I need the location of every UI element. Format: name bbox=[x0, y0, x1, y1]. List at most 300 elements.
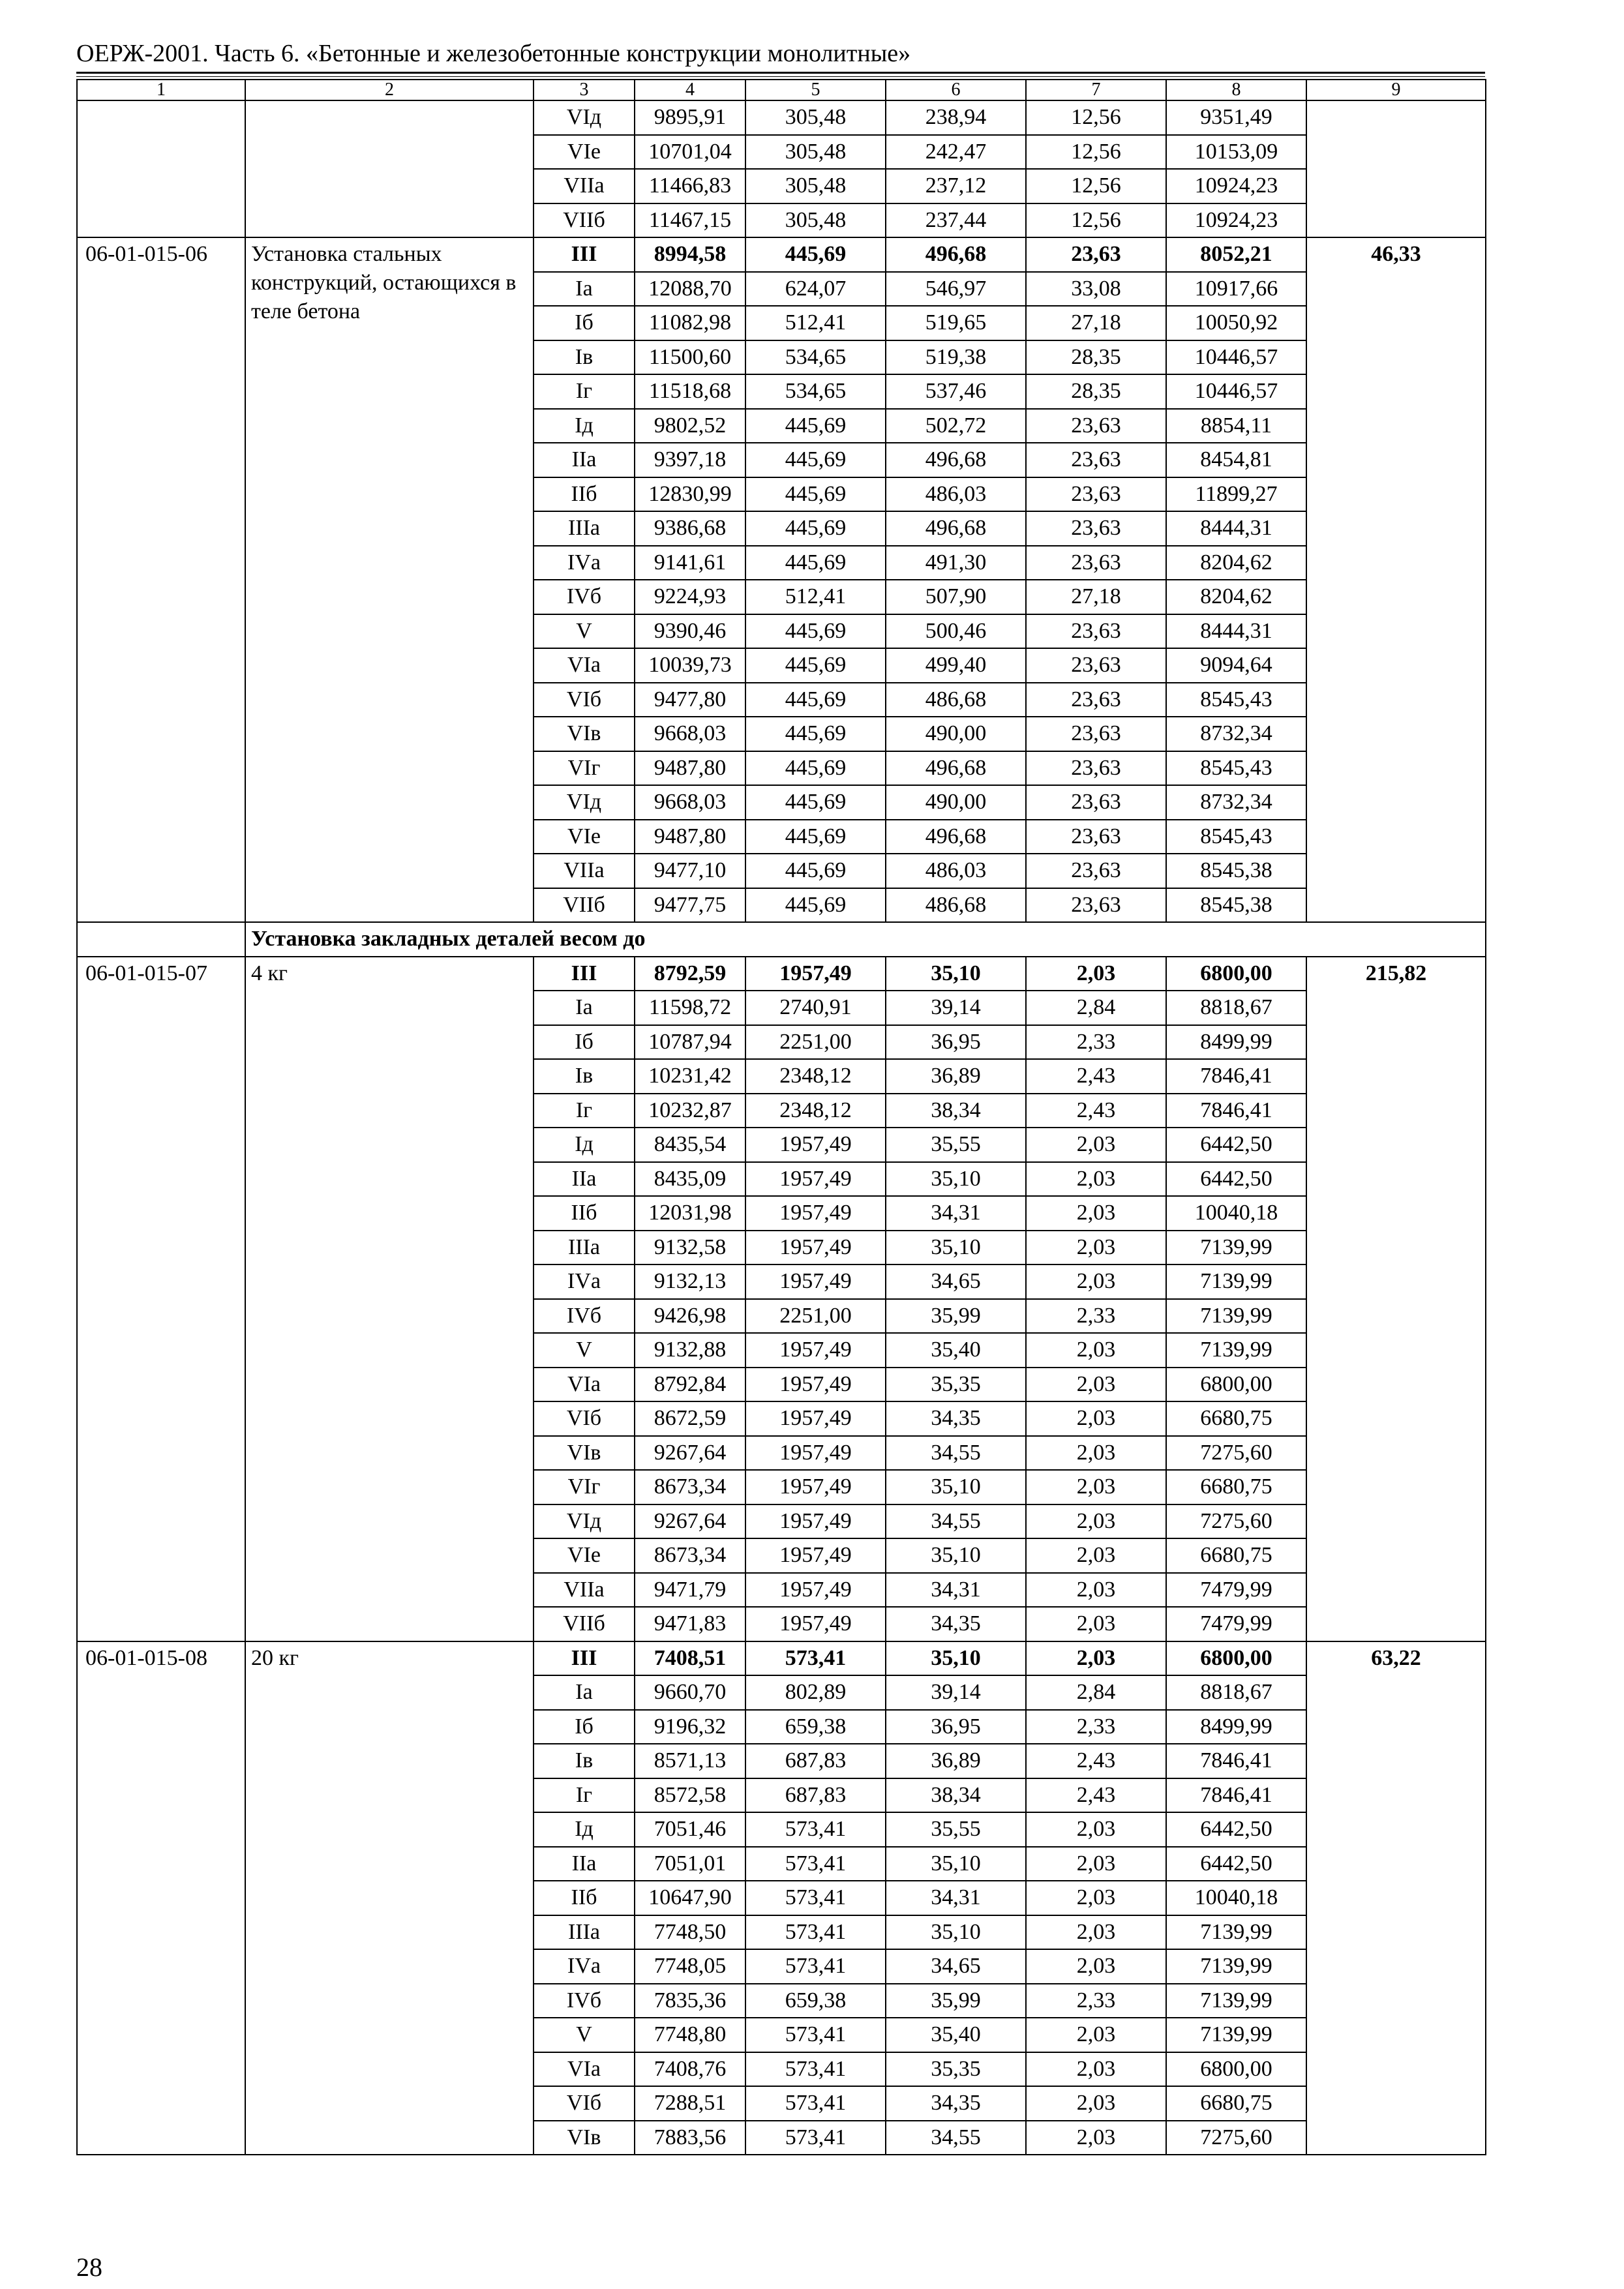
region-zone-cell: Iд bbox=[534, 1812, 635, 1847]
value-cell: 486,03 bbox=[886, 477, 1026, 512]
value-cell: 491,30 bbox=[886, 546, 1026, 580]
region-zone-cell: Iг bbox=[534, 374, 635, 409]
value-cell: 12,56 bbox=[1026, 100, 1166, 135]
value-cell: 2,84 bbox=[1026, 1675, 1166, 1710]
region-zone-cell: Iб bbox=[534, 1025, 635, 1060]
value-cell: 2251,00 bbox=[745, 1025, 886, 1060]
value-cell: 10446,57 bbox=[1166, 340, 1306, 375]
region-zone-cell: IIIа bbox=[534, 511, 635, 546]
value-cell: 7846,41 bbox=[1166, 1744, 1306, 1778]
value-cell: 23,63 bbox=[1026, 683, 1166, 717]
value-cell: 9132,58 bbox=[635, 1231, 745, 1265]
region-zone-cell: VIд bbox=[534, 785, 635, 820]
value-cell: 2,33 bbox=[1026, 1299, 1166, 1334]
value-cell: 7275,60 bbox=[1166, 2121, 1306, 2155]
region-zone-cell: IVб bbox=[534, 1984, 635, 2018]
value-cell: 2,43 bbox=[1026, 1744, 1166, 1778]
value-cell: 305,48 bbox=[745, 203, 886, 238]
value-cell: 7883,56 bbox=[635, 2121, 745, 2155]
value-cell: 1957,49 bbox=[745, 1401, 886, 1436]
value-cell: 11467,15 bbox=[635, 203, 745, 238]
value-cell: 8572,58 bbox=[635, 1778, 745, 1813]
value-cell: 6442,50 bbox=[1166, 1128, 1306, 1162]
value-cell: 10039,73 bbox=[635, 648, 745, 683]
value-cell: 6442,50 bbox=[1166, 1162, 1306, 1197]
item-total: 46,33 bbox=[1306, 237, 1486, 922]
value-cell: 39,14 bbox=[886, 1675, 1026, 1710]
value-cell: 2,03 bbox=[1026, 1470, 1166, 1504]
value-cell: 12,56 bbox=[1026, 135, 1166, 170]
value-cell: 242,47 bbox=[886, 135, 1026, 170]
value-cell: 500,46 bbox=[886, 614, 1026, 649]
value-cell: 1957,49 bbox=[745, 1162, 886, 1197]
value-cell: 1957,49 bbox=[745, 1128, 886, 1162]
value-cell: 7288,51 bbox=[635, 2086, 745, 2121]
region-zone-cell: IIб bbox=[534, 1196, 635, 1231]
value-cell: 8792,59 bbox=[635, 957, 745, 991]
value-cell: 496,68 bbox=[886, 443, 1026, 477]
value-cell: 2,33 bbox=[1026, 1025, 1166, 1060]
item-total bbox=[1306, 100, 1486, 237]
value-cell: 9141,61 bbox=[635, 546, 745, 580]
value-cell: 9397,18 bbox=[635, 443, 745, 477]
region-zone-cell: VIIа bbox=[534, 1573, 635, 1608]
value-cell: 6680,75 bbox=[1166, 2086, 1306, 2121]
value-cell: 1957,49 bbox=[745, 1264, 886, 1299]
value-cell: 8204,62 bbox=[1166, 580, 1306, 614]
value-cell: 507,90 bbox=[886, 580, 1026, 614]
region-zone-cell: IVа bbox=[534, 1264, 635, 1299]
table-row bbox=[77, 237, 1486, 272]
value-cell: 2,03 bbox=[1026, 1504, 1166, 1539]
region-zone-cell: Iг bbox=[534, 1778, 635, 1813]
value-cell: 237,12 bbox=[886, 169, 1026, 203]
value-cell: 1957,49 bbox=[745, 1333, 886, 1368]
value-cell: 9224,93 bbox=[635, 580, 745, 614]
value-cell: 8454,81 bbox=[1166, 443, 1306, 477]
value-cell: 490,00 bbox=[886, 717, 1026, 751]
region-zone-cell: Iа bbox=[534, 991, 635, 1025]
region-zone-cell: VIб bbox=[534, 683, 635, 717]
value-cell: 490,00 bbox=[886, 785, 1026, 820]
value-cell: 486,68 bbox=[886, 683, 1026, 717]
region-zone-cell: VIе bbox=[534, 1538, 635, 1573]
region-zone-cell: IVа bbox=[534, 1949, 635, 1984]
region-zone-cell: VIг bbox=[534, 1470, 635, 1504]
value-cell: 23,63 bbox=[1026, 717, 1166, 751]
value-cell: 2,03 bbox=[1026, 2121, 1166, 2155]
value-cell: 512,41 bbox=[745, 306, 886, 340]
item-total: 215,82 bbox=[1306, 957, 1486, 1641]
value-cell: 6442,50 bbox=[1166, 1847, 1306, 1881]
region-zone-cell: IIа bbox=[534, 1847, 635, 1881]
region-zone-cell: VIIа bbox=[534, 169, 635, 203]
column-number: 9 bbox=[1306, 80, 1486, 100]
column-number: 8 bbox=[1166, 80, 1306, 100]
region-zone-cell: VIIа bbox=[534, 854, 635, 888]
value-cell: 305,48 bbox=[745, 135, 886, 170]
value-cell: 445,69 bbox=[745, 546, 886, 580]
value-cell: 34,55 bbox=[886, 1436, 1026, 1471]
value-cell: 445,69 bbox=[745, 785, 886, 820]
value-cell: 2740,91 bbox=[745, 991, 886, 1025]
value-cell: 35,35 bbox=[886, 2052, 1026, 2087]
value-cell: 496,68 bbox=[886, 237, 1026, 272]
table-row bbox=[77, 1641, 1486, 1676]
item-name: 20 кг bbox=[245, 1641, 534, 2155]
value-cell: 499,40 bbox=[886, 648, 1026, 683]
value-cell: 9668,03 bbox=[635, 785, 745, 820]
value-cell: 34,55 bbox=[886, 1504, 1026, 1539]
region-zone-cell: IIIа bbox=[534, 1231, 635, 1265]
value-cell: 8732,34 bbox=[1166, 717, 1306, 751]
region-zone-cell: Iв bbox=[534, 1744, 635, 1778]
value-cell: 35,10 bbox=[886, 1641, 1026, 1676]
value-cell: 23,63 bbox=[1026, 751, 1166, 786]
value-cell: 445,69 bbox=[745, 751, 886, 786]
value-cell: 519,38 bbox=[886, 340, 1026, 375]
value-cell: 624,07 bbox=[745, 272, 886, 307]
region-zone-cell: IIб bbox=[534, 1881, 635, 1915]
value-cell: 2,03 bbox=[1026, 1196, 1166, 1231]
region-zone-cell: Iд bbox=[534, 1128, 635, 1162]
region-zone-cell: Iб bbox=[534, 306, 635, 340]
value-cell: 1957,49 bbox=[745, 1607, 886, 1641]
value-cell: 6680,75 bbox=[1166, 1538, 1306, 1573]
value-cell: 9471,79 bbox=[635, 1573, 745, 1608]
value-cell: 8672,59 bbox=[635, 1401, 745, 1436]
value-cell: 35,10 bbox=[886, 1915, 1026, 1950]
region-zone-cell: VIд bbox=[534, 100, 635, 135]
value-cell: 8444,31 bbox=[1166, 614, 1306, 649]
value-cell: 537,46 bbox=[886, 374, 1026, 409]
value-cell: 573,41 bbox=[745, 1641, 886, 1676]
running-header: ОЕРЖ-2001. Часть 6. «Бетонные и железобетонные конструкции монолитные» bbox=[76, 40, 911, 67]
value-cell: 8499,99 bbox=[1166, 1710, 1306, 1744]
value-cell: 7139,99 bbox=[1166, 1949, 1306, 1984]
table-row bbox=[77, 957, 1486, 991]
value-cell: 35,10 bbox=[886, 1162, 1026, 1197]
value-cell: 6800,00 bbox=[1166, 957, 1306, 991]
value-cell: 2,03 bbox=[1026, 1812, 1166, 1847]
value-cell: 23,63 bbox=[1026, 888, 1166, 923]
column-number: 1 bbox=[77, 80, 245, 100]
value-cell: 2251,00 bbox=[745, 1299, 886, 1334]
value-cell: 35,10 bbox=[886, 957, 1026, 991]
value-cell: 34,31 bbox=[886, 1573, 1026, 1608]
value-cell: 1957,49 bbox=[745, 1231, 886, 1265]
value-cell: 2348,12 bbox=[745, 1059, 886, 1094]
region-zone-cell: IVб bbox=[534, 580, 635, 614]
value-cell: 573,41 bbox=[745, 2018, 886, 2052]
value-cell: 33,08 bbox=[1026, 272, 1166, 307]
value-cell: 573,41 bbox=[745, 2086, 886, 2121]
value-cell: 8571,13 bbox=[635, 1744, 745, 1778]
value-cell: 496,68 bbox=[886, 751, 1026, 786]
value-cell: 8818,67 bbox=[1166, 1675, 1306, 1710]
value-cell: 8435,54 bbox=[635, 1128, 745, 1162]
value-cell: 2,03 bbox=[1026, 1538, 1166, 1573]
value-cell: 305,48 bbox=[745, 100, 886, 135]
region-zone-cell: Iв bbox=[534, 340, 635, 375]
value-cell: 573,41 bbox=[745, 1881, 886, 1915]
value-cell: 9477,80 bbox=[635, 683, 745, 717]
value-cell: 28,35 bbox=[1026, 340, 1166, 375]
region-zone-cell: VIа bbox=[534, 648, 635, 683]
value-cell: 6442,50 bbox=[1166, 1812, 1306, 1847]
column-number: 5 bbox=[745, 80, 886, 100]
value-cell: 502,72 bbox=[886, 409, 1026, 443]
value-cell: 9477,75 bbox=[635, 888, 745, 923]
value-cell: 445,69 bbox=[745, 683, 886, 717]
value-cell: 12088,70 bbox=[635, 272, 745, 307]
value-cell: 8499,99 bbox=[1166, 1025, 1306, 1060]
value-cell: 7139,99 bbox=[1166, 2018, 1306, 2052]
value-cell: 7139,99 bbox=[1166, 1264, 1306, 1299]
value-cell: 7139,99 bbox=[1166, 1333, 1306, 1368]
value-cell: 7408,76 bbox=[635, 2052, 745, 2087]
value-cell: 36,89 bbox=[886, 1744, 1026, 1778]
value-cell: 7846,41 bbox=[1166, 1059, 1306, 1094]
region-zone-cell: IIб bbox=[534, 477, 635, 512]
value-cell: 9267,64 bbox=[635, 1436, 745, 1471]
value-cell: 39,14 bbox=[886, 991, 1026, 1025]
item-name bbox=[245, 100, 534, 237]
item-code: 06-01-015-07 bbox=[77, 957, 245, 1641]
value-cell: 1957,49 bbox=[745, 1573, 886, 1608]
value-cell: 573,41 bbox=[745, 2121, 886, 2155]
value-cell: 2,03 bbox=[1026, 1573, 1166, 1608]
value-cell: 2,03 bbox=[1026, 2052, 1166, 2087]
value-cell: 23,63 bbox=[1026, 511, 1166, 546]
value-cell: 1957,49 bbox=[745, 1538, 886, 1573]
region-zone-cell: Iг bbox=[534, 1094, 635, 1128]
value-cell: 8052,21 bbox=[1166, 237, 1306, 272]
value-cell: 7835,36 bbox=[635, 1984, 745, 2018]
value-cell: 445,69 bbox=[745, 717, 886, 751]
value-cell: 23,63 bbox=[1026, 820, 1166, 854]
value-cell: 10924,23 bbox=[1166, 169, 1306, 203]
value-cell: 8854,11 bbox=[1166, 409, 1306, 443]
region-zone-cell: VIа bbox=[534, 1368, 635, 1402]
value-cell: 2,03 bbox=[1026, 1436, 1166, 1471]
value-cell: 27,18 bbox=[1026, 580, 1166, 614]
value-cell: 35,40 bbox=[886, 2018, 1026, 2052]
value-cell: 7846,41 bbox=[1166, 1094, 1306, 1128]
value-cell: 9094,64 bbox=[1166, 648, 1306, 683]
value-cell: 12031,98 bbox=[635, 1196, 745, 1231]
value-cell: 34,35 bbox=[886, 1607, 1026, 1641]
region-zone-cell: IIIа bbox=[534, 1915, 635, 1950]
value-cell: 9196,32 bbox=[635, 1710, 745, 1744]
value-cell: 7846,41 bbox=[1166, 1778, 1306, 1813]
region-zone-cell: VIб bbox=[534, 1401, 635, 1436]
region-zone-cell: VIв bbox=[534, 717, 635, 751]
value-cell: 35,99 bbox=[886, 1984, 1026, 2018]
value-cell: 9668,03 bbox=[635, 717, 745, 751]
value-cell: 38,34 bbox=[886, 1778, 1026, 1813]
value-cell: 23,63 bbox=[1026, 648, 1166, 683]
value-cell: 27,18 bbox=[1026, 306, 1166, 340]
value-cell: 23,63 bbox=[1026, 477, 1166, 512]
value-cell: 7051,01 bbox=[635, 1847, 745, 1881]
value-cell: 34,35 bbox=[886, 2086, 1026, 2121]
value-cell: 9660,70 bbox=[635, 1675, 745, 1710]
value-cell: 10701,04 bbox=[635, 135, 745, 170]
value-cell: 687,83 bbox=[745, 1744, 886, 1778]
value-cell: 9386,68 bbox=[635, 511, 745, 546]
value-cell: 9895,91 bbox=[635, 100, 745, 135]
value-cell: 519,65 bbox=[886, 306, 1026, 340]
value-cell: 512,41 bbox=[745, 580, 886, 614]
value-cell: 8204,62 bbox=[1166, 546, 1306, 580]
value-cell: 2,03 bbox=[1026, 2086, 1166, 2121]
value-cell: 10917,66 bbox=[1166, 272, 1306, 307]
value-cell: 573,41 bbox=[745, 2052, 886, 2087]
region-zone-cell: Iб bbox=[534, 1710, 635, 1744]
value-cell: 9802,52 bbox=[635, 409, 745, 443]
value-cell: 2,43 bbox=[1026, 1059, 1166, 1094]
value-cell: 34,55 bbox=[886, 2121, 1026, 2155]
value-cell: 23,63 bbox=[1026, 409, 1166, 443]
region-zone-cell: VIв bbox=[534, 2121, 635, 2155]
value-cell: 9132,88 bbox=[635, 1333, 745, 1368]
value-cell: 659,38 bbox=[745, 1984, 886, 2018]
value-cell: 2,03 bbox=[1026, 1607, 1166, 1641]
value-cell: 34,31 bbox=[886, 1881, 1026, 1915]
item-total: 63,22 bbox=[1306, 1641, 1486, 2155]
value-cell: 7139,99 bbox=[1166, 1915, 1306, 1950]
table-row bbox=[77, 100, 1486, 135]
value-cell: 2,33 bbox=[1026, 1710, 1166, 1744]
value-cell: 445,69 bbox=[745, 443, 886, 477]
value-cell: 11500,60 bbox=[635, 340, 745, 375]
value-cell: 23,63 bbox=[1026, 443, 1166, 477]
value-cell: 6680,75 bbox=[1166, 1470, 1306, 1504]
value-cell: 12,56 bbox=[1026, 169, 1166, 203]
value-cell: 35,40 bbox=[886, 1333, 1026, 1368]
region-zone-cell: VIIб bbox=[534, 203, 635, 238]
value-cell: 10787,94 bbox=[635, 1025, 745, 1060]
value-cell: 2,84 bbox=[1026, 991, 1166, 1025]
value-cell: 1957,49 bbox=[745, 1368, 886, 1402]
value-cell: 10040,18 bbox=[1166, 1881, 1306, 1915]
value-cell: 7139,99 bbox=[1166, 1984, 1306, 2018]
value-cell: 9426,98 bbox=[635, 1299, 745, 1334]
region-zone-cell: VIе bbox=[534, 820, 635, 854]
value-cell: 36,95 bbox=[886, 1025, 1026, 1060]
value-cell: 7479,99 bbox=[1166, 1607, 1306, 1641]
region-zone-cell: Iв bbox=[534, 1059, 635, 1094]
value-cell: 35,55 bbox=[886, 1812, 1026, 1847]
region-zone-cell: V bbox=[534, 1333, 635, 1368]
header-rule-thin bbox=[76, 76, 1485, 77]
value-cell: 8818,67 bbox=[1166, 991, 1306, 1025]
value-cell: 9390,46 bbox=[635, 614, 745, 649]
value-cell: 6800,00 bbox=[1166, 1368, 1306, 1402]
item-name: 4 кг bbox=[245, 957, 534, 1641]
value-cell: 445,69 bbox=[745, 854, 886, 888]
region-zone-cell: III bbox=[534, 237, 635, 272]
column-number: 4 bbox=[635, 80, 745, 100]
value-cell: 23,63 bbox=[1026, 237, 1166, 272]
region-zone-cell: VIв bbox=[534, 1436, 635, 1471]
value-cell: 445,69 bbox=[745, 477, 886, 512]
value-cell: 36,89 bbox=[886, 1059, 1026, 1094]
value-cell: 2,03 bbox=[1026, 2018, 1166, 2052]
value-cell: 802,89 bbox=[745, 1675, 886, 1710]
value-cell: 11598,72 bbox=[635, 991, 745, 1025]
value-cell: 35,10 bbox=[886, 1470, 1026, 1504]
value-cell: 23,63 bbox=[1026, 546, 1166, 580]
value-cell: 7748,50 bbox=[635, 1915, 745, 1950]
region-zone-cell: VIа bbox=[534, 2052, 635, 2087]
value-cell: 8444,31 bbox=[1166, 511, 1306, 546]
value-cell: 445,69 bbox=[745, 237, 886, 272]
value-cell: 35,35 bbox=[886, 1368, 1026, 1402]
value-cell: 8435,09 bbox=[635, 1162, 745, 1197]
value-cell: 2,03 bbox=[1026, 957, 1166, 991]
value-cell: 9487,80 bbox=[635, 751, 745, 786]
value-cell: 2,03 bbox=[1026, 1881, 1166, 1915]
value-cell: 1957,49 bbox=[745, 1436, 886, 1471]
region-zone-cell: III bbox=[534, 1641, 635, 1676]
value-cell: 34,65 bbox=[886, 1264, 1026, 1299]
value-cell: 2,43 bbox=[1026, 1094, 1166, 1128]
value-cell: 2,03 bbox=[1026, 1333, 1166, 1368]
column-number: 3 bbox=[534, 80, 635, 100]
value-cell: 573,41 bbox=[745, 1915, 886, 1950]
value-cell: 34,35 bbox=[886, 1401, 1026, 1436]
value-cell: 445,69 bbox=[745, 511, 886, 546]
column-number: 2 bbox=[245, 80, 534, 100]
region-zone-cell: V bbox=[534, 614, 635, 649]
value-cell: 496,68 bbox=[886, 511, 1026, 546]
table-body bbox=[77, 80, 1486, 2155]
value-cell: 9471,83 bbox=[635, 1607, 745, 1641]
value-cell: 2,03 bbox=[1026, 1641, 1166, 1676]
region-zone-cell: VIе bbox=[534, 135, 635, 170]
value-cell: 8545,38 bbox=[1166, 854, 1306, 888]
value-cell: 238,94 bbox=[886, 100, 1026, 135]
value-cell: 2,03 bbox=[1026, 1231, 1166, 1265]
value-cell: 7275,60 bbox=[1166, 1504, 1306, 1539]
value-cell: 38,34 bbox=[886, 1094, 1026, 1128]
section-code-cell bbox=[77, 922, 245, 957]
value-cell: 23,63 bbox=[1026, 785, 1166, 820]
region-zone-cell: Iа bbox=[534, 1675, 635, 1710]
section-row bbox=[77, 922, 1486, 957]
value-cell: 9267,64 bbox=[635, 1504, 745, 1539]
value-cell: 28,35 bbox=[1026, 374, 1166, 409]
value-cell: 34,65 bbox=[886, 1949, 1026, 1984]
region-zone-cell: VIб bbox=[534, 2086, 635, 2121]
item-code: 06-01-015-06 bbox=[77, 237, 245, 922]
value-cell: 10232,87 bbox=[635, 1094, 745, 1128]
value-cell: 35,99 bbox=[886, 1299, 1026, 1334]
value-cell: 2,33 bbox=[1026, 1984, 1166, 2018]
value-cell: 534,65 bbox=[745, 340, 886, 375]
region-zone-cell: IIа bbox=[534, 1162, 635, 1197]
value-cell: 546,97 bbox=[886, 272, 1026, 307]
price-table bbox=[76, 79, 1486, 2155]
value-cell: 1957,49 bbox=[745, 1470, 886, 1504]
value-cell: 6800,00 bbox=[1166, 2052, 1306, 2087]
region-zone-cell: IVб bbox=[534, 1299, 635, 1334]
header-rule-thick bbox=[76, 72, 1485, 74]
value-cell: 445,69 bbox=[745, 648, 886, 683]
value-cell: 35,10 bbox=[886, 1231, 1026, 1265]
